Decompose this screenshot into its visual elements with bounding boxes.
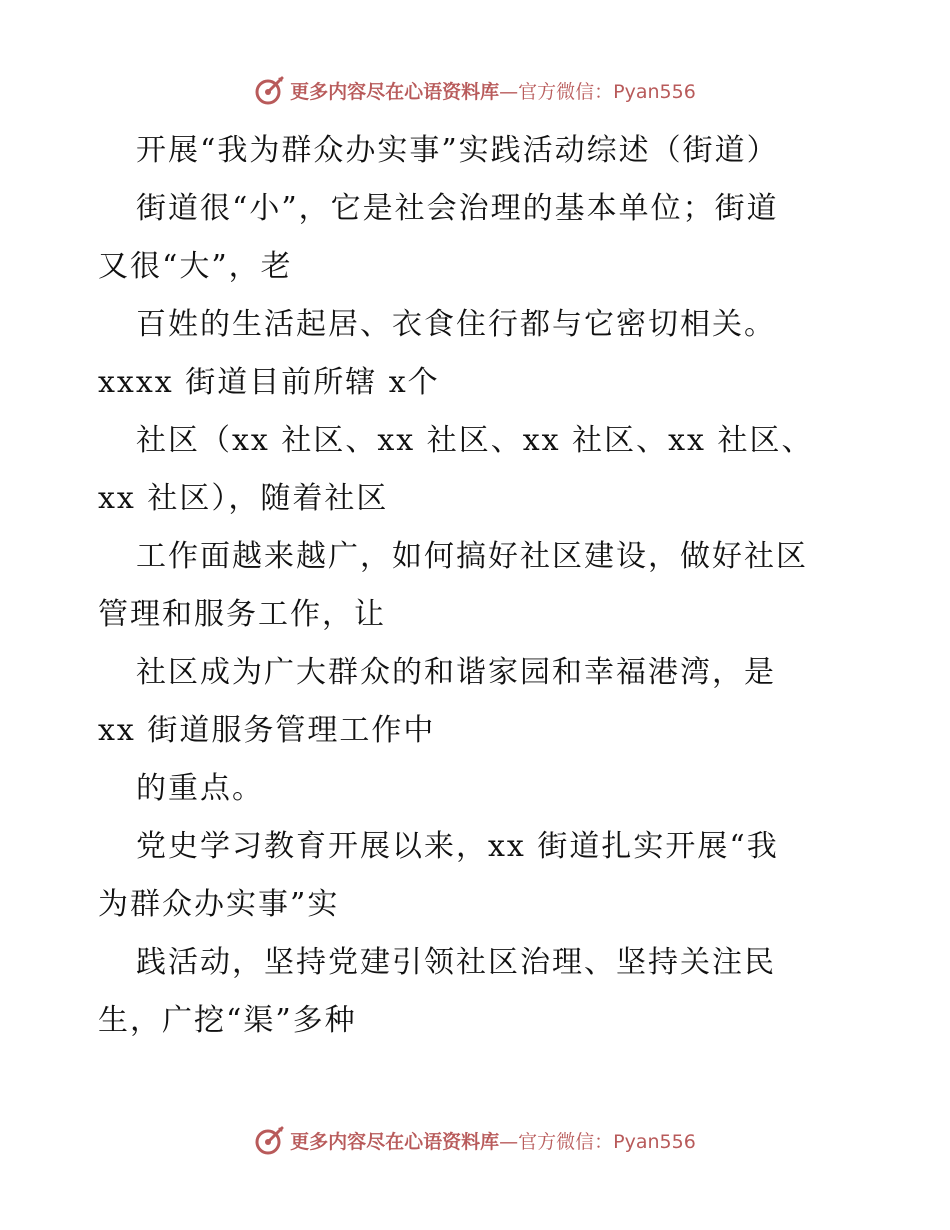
- text-line: xx 社区），随着社区: [98, 481, 389, 516]
- header-banner-main: 更多内容尽在心语资料库: [290, 80, 500, 103]
- text-line: xxxx 街道目前所辖 x个: [98, 365, 440, 400]
- footer-banner-sub: 官方微信：Pyan556: [518, 1130, 696, 1153]
- text-line: xx 街道服务管理工作中: [98, 713, 436, 748]
- pen-logo-icon: [254, 74, 286, 106]
- text-line: 又很“大”，老: [98, 249, 293, 284]
- text-line: 工作面越来越广，如何搞好社区建设，做好社区: [136, 539, 808, 574]
- text-line: 街道很“小”，它是社会治理的基本单位；街道: [136, 191, 779, 226]
- pen-logo-icon: [254, 1124, 286, 1156]
- header-banner-dash: —: [499, 80, 519, 103]
- footer-banner-dash: —: [499, 1130, 519, 1153]
- text-line: 党史学习教育开展以来，xx 街道扎实开展“我: [136, 829, 779, 864]
- text-line: 生，广挖“渠”多种: [98, 1003, 357, 1038]
- footer-banner-main: 更多内容尽在心语资料库: [290, 1130, 500, 1153]
- footer-banner-text: [290, 1127, 696, 1154]
- footer-banner: [0, 1120, 950, 1160]
- header-banner-text: [290, 77, 696, 104]
- text-line: 百姓的生活起居、衣食住行都与它密切相关。: [136, 307, 776, 342]
- text-line: 社区（xx 社区、xx 社区、xx 社区、xx 社区、: [136, 423, 814, 458]
- text-line: 管理和服务工作，让: [98, 597, 386, 632]
- text-line: 的重点。: [136, 771, 264, 806]
- header-banner-sub: 官方微信：Pyan556: [518, 80, 696, 103]
- text-line: 开展“我为群众办实事”实践活动综述（街道）: [136, 133, 779, 168]
- header-banner: [0, 70, 950, 110]
- document-body: [98, 122, 858, 1050]
- text-line: 为群众办实事”实: [98, 887, 340, 922]
- text-line: 社区成为广大群众的和谐家园和幸福港湾，是: [136, 655, 776, 690]
- text-line: 践活动，坚持党建引领社区治理、坚持关注民: [136, 945, 776, 980]
